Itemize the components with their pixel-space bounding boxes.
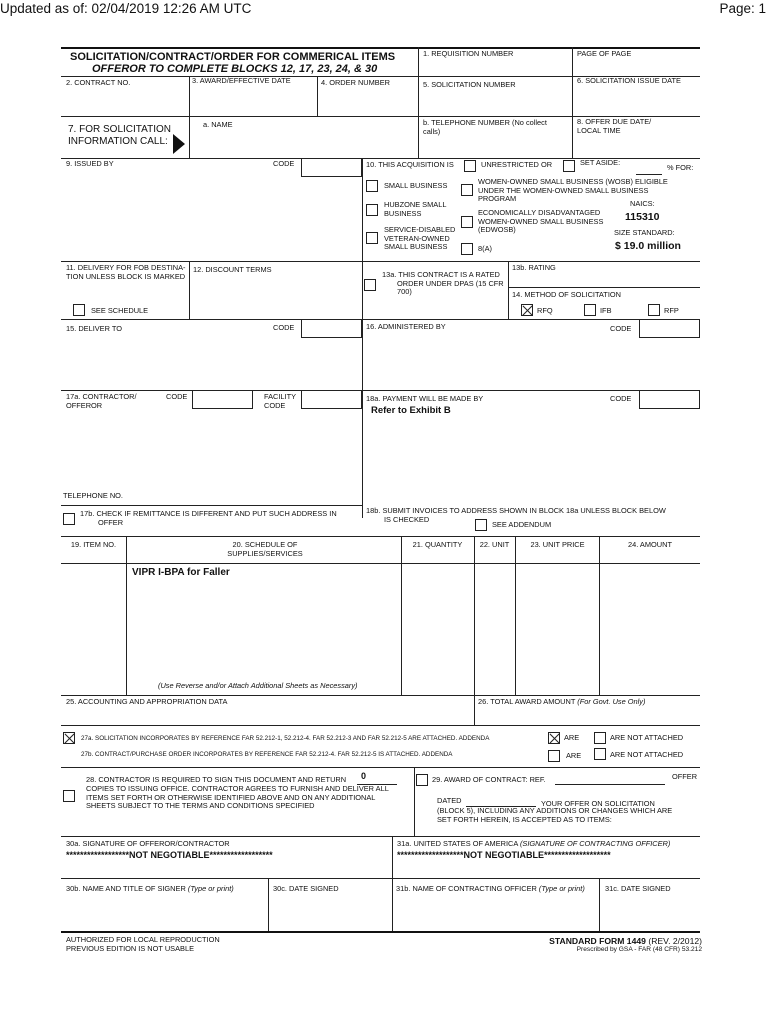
deliver-to-code-label: CODE bbox=[273, 323, 295, 332]
order-number-label: 4. ORDER NUMBER bbox=[321, 78, 390, 87]
see-addendum-checkbox[interactable] bbox=[475, 519, 487, 531]
deliver-to-label: 15. DELIVER TO bbox=[66, 324, 123, 333]
issued-by-code-field[interactable] bbox=[301, 158, 362, 177]
29-block5-label: (BLOCK 5), INCLUDING ANY ADDITIONS OR CHANGES WHICH ARE SET FORTH HEREIN, IS ACCEPTED AS TO ITEMS: bbox=[437, 806, 673, 824]
28-terms: COPIES TO ISSUING OFFICE. CONTRACTOR AGREES TO FURNISH AND DELIVER ALL ITEMS SET FORTH OR OTHERWISE IDENTIFIED ABOVE AND ON ANY ADDITIONAL SHEETS SUBJECT TO THE TERMS AND CONDITIONS SPECIFIED bbox=[86, 784, 389, 811]
29-offer-label: OFFER bbox=[672, 772, 698, 781]
page-of-page-label: PAGE OF PAGE bbox=[577, 49, 632, 58]
27a-are-not-checkbox[interactable] bbox=[594, 732, 606, 744]
hubzone-label: HUBZONE SMALL BUSINESS bbox=[384, 200, 447, 218]
schedule-item: VIPR I-BPA for Faller bbox=[132, 567, 230, 578]
facility-code-label: FACILITY CODE bbox=[264, 392, 296, 410]
29-your-offer-label: YOUR OFFER ON SOLICITATION bbox=[541, 799, 655, 808]
eight-a-checkbox[interactable] bbox=[461, 243, 473, 255]
col-quantity: 21. QUANTITY bbox=[412, 540, 463, 549]
contractor-offeror-label: 17a. CONTRACTOR/ OFFEROR bbox=[66, 392, 137, 410]
telephone-label: b. TELEPHONE NUMBER (No collect calls) bbox=[423, 118, 547, 136]
set-aside-checkbox[interactable] bbox=[563, 160, 575, 172]
col-unit: 22. UNIT bbox=[479, 540, 510, 549]
rated-order-checkbox[interactable] bbox=[364, 279, 376, 291]
28-copies-value: 0 bbox=[361, 771, 367, 781]
ifb-label: IFB bbox=[600, 306, 612, 315]
size-standard-label: SIZE STANDARD: bbox=[614, 228, 675, 237]
footer-authorized: AUTHORIZED FOR LOCAL REPRODUCTION bbox=[66, 935, 220, 944]
27b-label: 27b. CONTRACT/PURCHASE ORDER INCORPORATES BY REFERENCE FAR 52.212-4. FAR 52.212-5 IS ATTACHED. ADDENDA bbox=[81, 751, 453, 758]
payment-code-label: CODE bbox=[610, 394, 632, 403]
sdvosb-label: SERVICE-DISABLED VETERAN-OWNED SMALL BUSINESS bbox=[384, 225, 456, 252]
col-unit-price: 23. UNIT PRICE bbox=[530, 540, 585, 549]
schedule-note: (Use Reverse and/or Attach Additional Sheets as Necessary) bbox=[158, 681, 358, 690]
col-schedule: 20. SCHEDULE OF SUPPLIES/SERVICES bbox=[227, 540, 303, 558]
hubzone-checkbox[interactable] bbox=[366, 204, 378, 216]
form-title: SOLICITATION/CONTRACT/ORDER FOR COMMERICAL ITEMS bbox=[70, 51, 396, 63]
requisition-number-label: 1. REQUISITION NUMBER bbox=[423, 49, 514, 58]
delivery-fob-label: 11. DELIVERY FOR FOB DESTINA- TION UNLESS BLOCK IS MARKED bbox=[66, 263, 186, 281]
28-checkbox[interactable] bbox=[63, 790, 75, 802]
solicitation-number-label: 5. SOLICITATION NUMBER bbox=[423, 80, 516, 89]
30c-label: 30c. DATE SIGNED bbox=[273, 884, 339, 893]
exhibit-reference: Refer to Exhibit B bbox=[371, 405, 451, 416]
payment-by-label: 18a. PAYMENT WILL BE MADE BY bbox=[366, 394, 484, 403]
contractor-code-field[interactable] bbox=[192, 390, 253, 409]
rfq-checkbox[interactable] bbox=[521, 304, 533, 316]
28-label: 28. CONTRACTOR IS REQUIRED TO SIGN THIS DOCUMENT AND RETURN bbox=[86, 775, 347, 784]
facility-code-field[interactable] bbox=[301, 390, 362, 409]
rated-order-label: 13a. THIS CONTRACT IS A RATED ORDER UNDER DPAS (15 CFR 700) bbox=[382, 270, 504, 297]
method-label: 14. METHOD OF SOLICITATION bbox=[512, 290, 621, 299]
award-date-label: 3. AWARD/EFFECTIVE DATE bbox=[192, 76, 291, 85]
col-item-no: 19. ITEM NO. bbox=[70, 540, 117, 549]
unrestricted-label: UNRESTRICTED OR bbox=[481, 160, 553, 169]
29-label: 29. AWARD OF CONTRACT: REF. bbox=[432, 775, 546, 784]
31a-not-negotiable: *******************NOT NEGOTIABLE******************* bbox=[397, 850, 611, 860]
issued-by-code-label: CODE bbox=[273, 159, 295, 168]
rfq-label: RFQ bbox=[537, 306, 553, 315]
total-award-label: 26. TOTAL AWARD AMOUNT (For Govt. Use Only) bbox=[478, 697, 646, 706]
set-aside-label: SET ASIDE: bbox=[580, 158, 621, 167]
see-schedule-label: SEE SCHEDULE bbox=[91, 306, 149, 315]
issued-by-label: 9. ISSUED BY bbox=[66, 159, 114, 168]
unrestricted-checkbox[interactable] bbox=[464, 160, 476, 172]
size-standard-value: $ 19.0 million bbox=[615, 240, 681, 252]
27a-are-checkbox[interactable] bbox=[548, 732, 560, 744]
ifb-checkbox[interactable] bbox=[584, 304, 596, 316]
name-label: a. NAME bbox=[203, 120, 233, 129]
offer-due-label: 8. OFFER DUE DATE/ LOCAL TIME bbox=[577, 117, 652, 135]
wosb-label: WOMEN-OWNED SMALL BUSINESS (WOSB) ELIGIBLE UNDER THE WOMEN-OWNED SMALL BUSINESS PROGRAM bbox=[478, 177, 668, 204]
29-dated-label: DATED bbox=[437, 796, 462, 805]
30b-label: 30b. NAME AND TITLE OF SIGNER (Type or print) bbox=[66, 884, 234, 893]
submit-invoices-label: 18b. SUBMIT INVOICES TO ADDRESS SHOWN IN BLOCK 18a UNLESS BLOCK BELOW IS CHECKED bbox=[366, 506, 666, 524]
27b-are-not-checkbox[interactable] bbox=[594, 748, 606, 760]
see-schedule-checkbox[interactable] bbox=[73, 304, 85, 316]
27a-are-not-label: ARE NOT ATTACHED bbox=[610, 733, 684, 742]
naics-value: 115310 bbox=[625, 211, 660, 223]
31b-label: 31b. NAME OF CONTRACTING OFFICER (Type or print) bbox=[396, 884, 585, 893]
rating-label: 13b. RATING bbox=[512, 263, 556, 272]
form-subtitle: OFFEROR TO COMPLETE BLOCKS 12, 17, 23, 24, & 30 bbox=[92, 63, 378, 75]
edwosb-label: ECONOMICALLY DISADVANTAGED WOMEN-OWNED SMALL BUSINESS (EDWOSB) bbox=[478, 208, 604, 235]
wosb-checkbox[interactable] bbox=[461, 184, 473, 196]
29-checkbox[interactable] bbox=[416, 774, 428, 786]
pct-for-label: % FOR: bbox=[667, 163, 694, 172]
rfp-checkbox[interactable] bbox=[648, 304, 660, 316]
accounting-label: 25. ACCOUNTING AND APPROPRIATION DATA bbox=[66, 697, 228, 706]
footer-form-id: STANDARD FORM 1449 (REV. 2/2012) bbox=[549, 936, 702, 946]
31c-label: 31c. DATE SIGNED bbox=[605, 884, 671, 893]
small-business-label: SMALL BUSINESS bbox=[384, 181, 448, 190]
contract-no-label: 2. CONTRACT NO. bbox=[66, 78, 131, 87]
acquisition-label: 10. THIS ACQUISITION IS bbox=[366, 160, 454, 169]
rfp-label: RFP bbox=[664, 306, 679, 315]
small-business-checkbox[interactable] bbox=[366, 180, 378, 192]
telephone-no-label: TELEPHONE NO. bbox=[63, 491, 123, 500]
info-call-label: 7. FOR SOLICITATION INFORMATION CALL: bbox=[68, 124, 171, 147]
27b-are-not-label: ARE NOT ATTACHED bbox=[610, 750, 684, 759]
administered-by-label: 16. ADMINISTERED BY bbox=[366, 322, 446, 331]
eight-a-label: 8(A) bbox=[478, 244, 492, 253]
footer-prescribed: Prescribed by GSA - FAR (48 CFR) 53.212 bbox=[576, 946, 702, 953]
solicitation-issue-date-label: 6. SOLICITATION ISSUE DATE bbox=[577, 76, 681, 85]
27b-are-checkbox[interactable] bbox=[548, 750, 560, 762]
27a-are-label: ARE bbox=[564, 733, 580, 742]
administered-code-field[interactable] bbox=[639, 319, 700, 338]
27b-are-label: ARE bbox=[566, 751, 582, 760]
sdvosb-checkbox[interactable] bbox=[366, 232, 378, 244]
remittance-checkbox[interactable] bbox=[63, 513, 75, 525]
updated-timestamp: Updated as of: 02/04/2019 12:26 AM UTC bbox=[0, 1, 252, 16]
remittance-label: 17b. CHECK IF REMITTANCE IS DIFFERENT AND PUT SUCH ADDRESS IN OFFER bbox=[80, 509, 337, 527]
30a-label: 30a. SIGNATURE OF OFFEROR/CONTRACTOR bbox=[66, 839, 230, 848]
administered-code-label: CODE bbox=[610, 324, 632, 333]
27a-checkbox[interactable] bbox=[63, 732, 75, 744]
arrow-right-icon bbox=[173, 134, 185, 154]
discount-terms-label: 12. DISCOUNT TERMS bbox=[193, 265, 272, 274]
deliver-to-code-field[interactable] bbox=[301, 319, 362, 338]
col-amount: 24. AMOUNT bbox=[628, 540, 672, 549]
payment-code-field[interactable] bbox=[639, 390, 700, 409]
naics-label: NAICS: bbox=[630, 199, 655, 208]
30a-not-negotiable: ******************NOT NEGOTIABLE****************** bbox=[66, 850, 273, 860]
page-indicator: Page: 1 bbox=[719, 1, 766, 16]
see-addendum-label: SEE ADDENDUM bbox=[492, 520, 552, 529]
31a-label: 31a. UNITED STATES OF AMERICA (SIGNATURE OF CONTRACTING OFFICER) bbox=[397, 839, 671, 848]
27a-label: 27a. SOLICITATION INCORPORATES BY REFERENCE FAR 52.212-1, 52.212-4. FAR 52.212-3 AND FAR 52.212-5 ARE ATTACHED. ADDENDA bbox=[81, 735, 490, 742]
footer-previous: PREVIOUS EDITION IS NOT USABLE bbox=[66, 944, 194, 953]
contractor-code-label: CODE bbox=[166, 392, 188, 401]
